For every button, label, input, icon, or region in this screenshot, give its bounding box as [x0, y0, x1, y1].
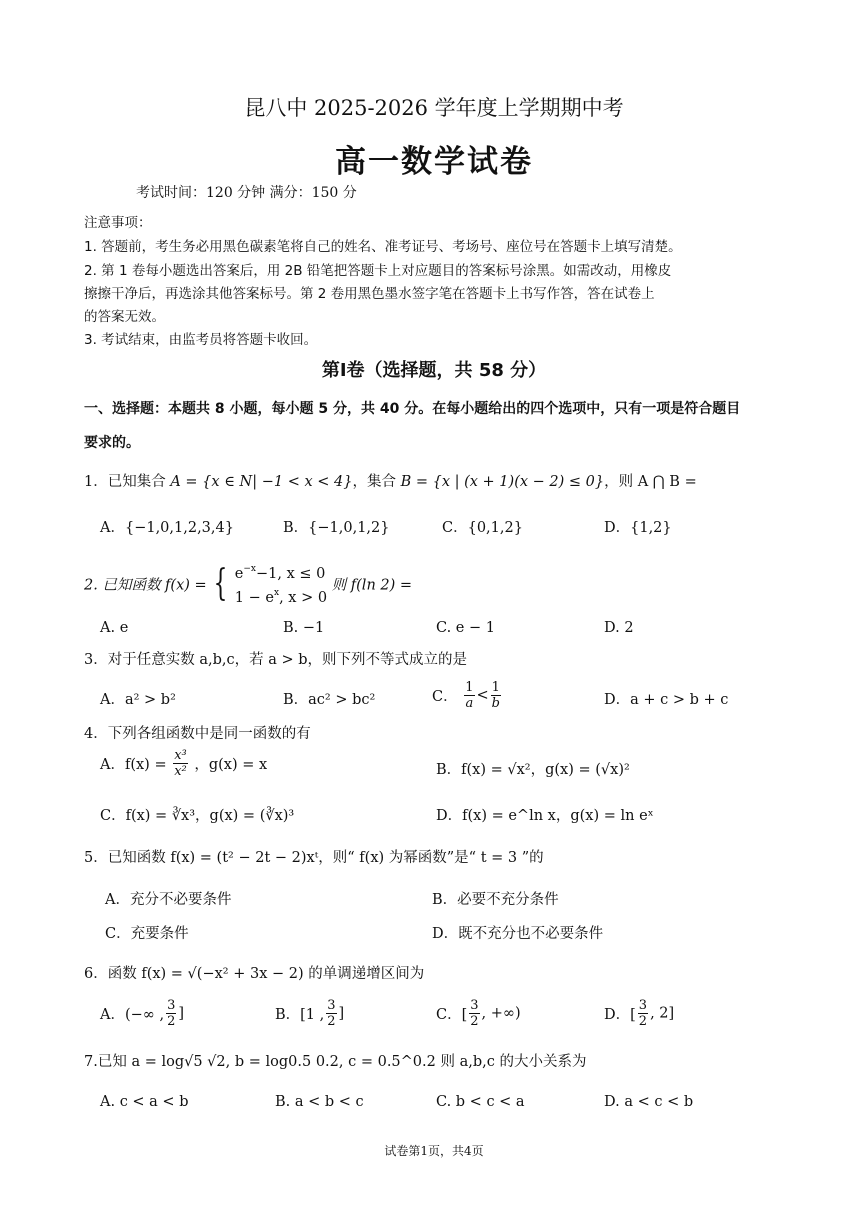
q6-option-c: C．[ $\frac{3}{2}$ , +∞) [436, 998, 521, 1029]
q6-option-b: B．[1 , $\frac{3}{2}$ ] [275, 998, 345, 1029]
q2-pre: 2. 已知函数 f(x) = [84, 577, 207, 594]
notes-heading: 注意事项： [84, 215, 152, 231]
q7-option-a: A. c < a < b [100, 1094, 189, 1110]
q4-option-a: A．f(x) = $\frac{\text{x³}}{\text{x²}}$ ，g(x) = x [100, 748, 268, 779]
q1-set-a: A = {x ∈ N| −1 < x < 4} [170, 474, 353, 490]
exam-meta: 考试时间：120 分钟 满分：150 分 [136, 185, 357, 201]
q5-option-c: C．充要条件 [105, 926, 189, 942]
page-title: 高一数学试卷 [335, 144, 533, 180]
piecewise-definition: $e^{-x}-1$, x ≤ 0 $1 - e^x$, x > 0 [234, 564, 328, 606]
q1-option-b: B．{−1,0,1,2} [283, 520, 390, 536]
q3-option-c: C． $\frac{1}{a}$ < $\frac{1}{b}$ [432, 680, 500, 711]
question-3: 3．对于任意实数 a,b,c，若 a > b，则下列不等式成立的是 [84, 652, 468, 668]
brace-symbol: { [213, 563, 228, 604]
q7-option-b: B. a < b < c [275, 1094, 364, 1110]
q6-option-a: A．(−∞ , $\frac{3}{2}$ ] [100, 998, 185, 1029]
q4-option-d: D．f(x) = e^ln x，g(x) = ln eˣ [436, 808, 654, 824]
q7-option-c: C. b < c < a [436, 1094, 525, 1110]
q3-option-b: B．ac² > bc² [283, 692, 376, 708]
q5-option-b: B．必要不充分条件 [432, 892, 559, 908]
notes-line: 3. 考试结束，由监考员将答题卡收回。 [84, 332, 318, 348]
q2-option-d: D. 2 [604, 620, 634, 636]
q1-option-a: A．{−1,0,1,2,3,4} [100, 520, 234, 536]
notes-line: 的答案无效。 [84, 309, 165, 325]
q1-mid: ，集合 [352, 474, 401, 490]
q5-option-d: D．既不充分也不必要条件 [432, 926, 604, 942]
question-7: 7.已知 a = log√5 √2, b = log0.5 0.2, c = 0.5^0.2 则 a,b,c 的大小关系为 [84, 1054, 587, 1070]
q1-pre: 1．已知集合 [84, 474, 171, 490]
q5-option-a: A．充分不必要条件 [105, 892, 232, 908]
question-1 [84, 470, 697, 491]
q6-option-d: D．[ $\frac{3}{2}$ , 2] [604, 998, 675, 1029]
q1-set-b: B = {x | (x + 1)(x − 2) ≤ 0} [400, 474, 605, 490]
q3-option-d: D．a + c > b + c [604, 692, 729, 708]
q1-option-c: C．{0,1,2} [442, 520, 523, 536]
question-5: 5．已知函数 f(x) = (t² − 2t − 2)xᵗ，则“ f(x) 为幂函数”是“ t = 3 ”的 [84, 850, 544, 866]
question-2 [84, 560, 412, 608]
q4-option-c: C．f(x) = ∛x³，g(x) = (∛x)³ [100, 808, 295, 824]
section-heading: 一、选择题：本题共 8 小题，每小题 5 分，共 40 分。在每小题给出的四个选项中，只有一项是符合题目 [84, 401, 741, 417]
notes-line: 擦擦干净后，再选涂其他答案标号。第 2 卷用黑色墨水签字笔在答题卡上书写作答，答在试卷上 [84, 286, 655, 302]
q1-option-d: D．{1,2} [604, 520, 672, 536]
q2-post: 则 f(ln 2) = [331, 577, 413, 594]
q7-option-d: D. a < c < b [604, 1094, 694, 1110]
q2-option-a: A. e [100, 620, 129, 636]
section-heading-cont: 要求的。 [84, 435, 140, 451]
school-header: 昆八中 2025-2026 学年度上学期期中考 [244, 96, 624, 120]
q3-option-a: A．a² > b² [100, 692, 176, 708]
q2-option-b: B. −1 [283, 620, 325, 636]
question-4: 4．下列各组函数中是同一函数的有 [84, 726, 311, 742]
part-heading: 第Ⅰ卷（选择题，共 58 分） [321, 360, 547, 381]
q4-option-b: B．f(x) = √x²，g(x) = (√x)² [436, 762, 630, 778]
question-6: 6．函数 f(x) = √(−x² + 3x − 2) 的单调递增区间为 [84, 966, 425, 982]
page-footer: 试卷第1页，共4页 [384, 1144, 484, 1158]
notes-line: 1. 答题前，考生务必用黑色碳素笔将自己的姓名、准考证号、考场号、座位号在答题卡上填写清楚。 [84, 239, 682, 255]
notes-line: 2. 第 1 卷每小题选出答案后，用 2B 铅笔把答题卡上对应题目的答案标号涂黑。如需改动，用橡皮 [84, 263, 672, 279]
q1-post: ，则 A ⋂ B = [604, 474, 697, 490]
q2-option-c: C. e − 1 [436, 620, 495, 636]
